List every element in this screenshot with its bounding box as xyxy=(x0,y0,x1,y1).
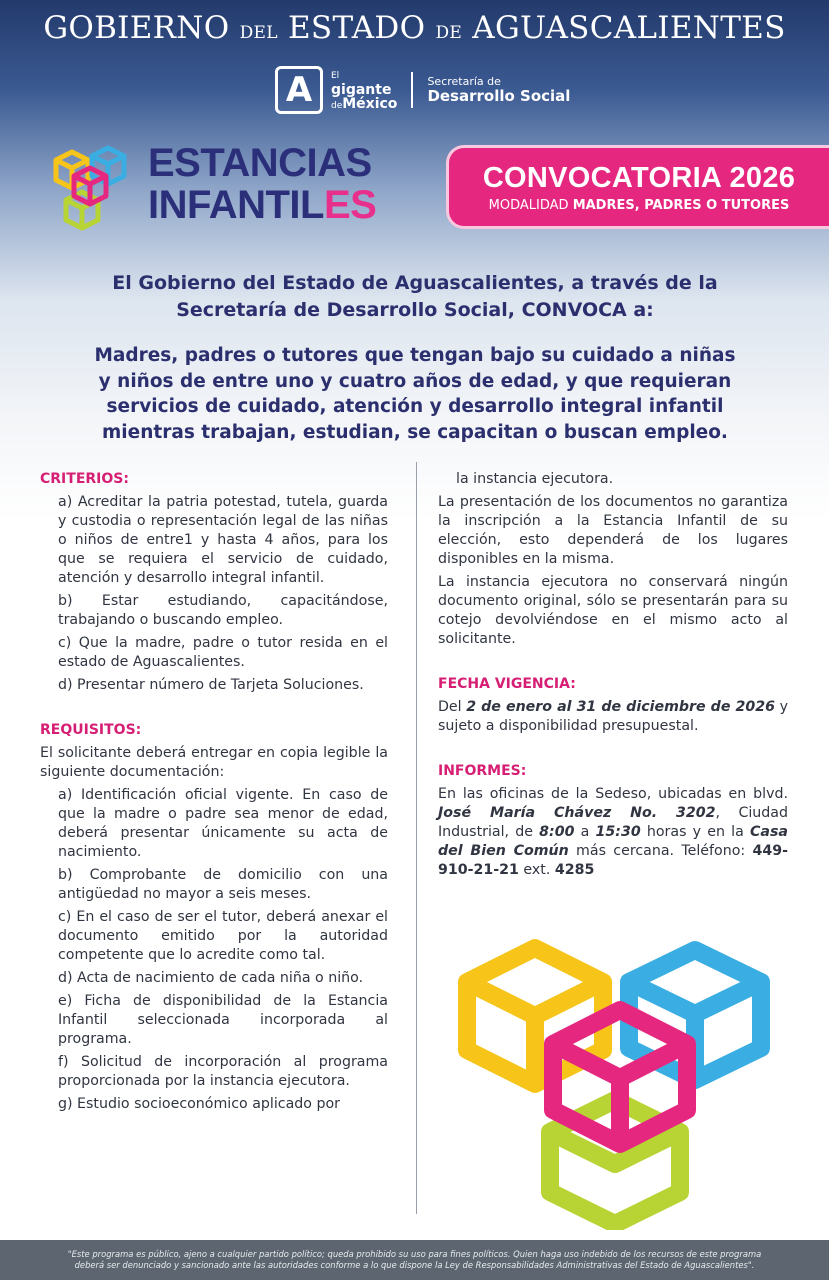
convocatoria-banner xyxy=(446,145,829,229)
requisito-item: e) Ficha de disponibilidad de la Estancia Infantil seleccionada incorporada al programa. xyxy=(58,993,388,1047)
criterio-item: b) Estar estudiando, capacitándose, trabajando o buscando empleo. xyxy=(58,593,388,628)
brand-wordmark: ESTANCIAS INFANTILES xyxy=(148,141,377,227)
requisitos-intro: El solicitante deberá entregar en copia legible la siguiente documentación: xyxy=(40,745,388,780)
legal-footer: "Este programa es público, ajeno a cualquier partido político; queda prohibido su uso para fines políticos. Quien haga uso indebido de los recursos de este programa deberá ser denunciado y sancionado ante las autoridades conforme a lo que dispone la Ley de Responsabilidades Administrativas del Estado de Aguascalientes". xyxy=(0,1240,829,1280)
criterio-item: a) Acreditar la patria potestad, tutela, guarda y custodia o representación legal de las niñas o niños de entre1 y hasta 4 años, para los que se requiera el servicio de cuidado, atención y desarrollo integral infantil. xyxy=(58,494,388,586)
intro-statement: El Gobierno del Estado de Aguascalientes, a través de la Secretaría de Desarrollo Social, CONVOCA a: xyxy=(112,272,718,321)
modalidad-line: MODALIDAD MADRES, PADRES O TUTORES xyxy=(488,198,790,213)
aguascalientes-logo-icon: A xyxy=(275,66,323,114)
informes-heading: INFORMES: xyxy=(438,763,527,779)
sedeso-logo: Secretaría de Desarrollo Social xyxy=(427,75,571,105)
documents-note: La presentación de los documentos no garantiza la inscripción a la Estancia Infantil de su elección, esto dependerá de los lugares disponibles en la misma. xyxy=(438,494,788,567)
vigencia-text: Del 2 de enero al 31 de diciembre de 2026 y sujeto a disponibilidad presupuestal. xyxy=(438,699,789,734)
requisitos-heading: REQUISITOS: xyxy=(40,722,142,738)
estancias-brand xyxy=(52,142,412,242)
title-word: ESTADO xyxy=(288,10,426,46)
right-column xyxy=(438,470,788,884)
requisito-item: f) Solicitud de incorporación al programa proporcionada por la instancia ejecutora. xyxy=(58,1054,388,1089)
convocatoria-title: CONVOCATORIA 2026 xyxy=(482,162,796,194)
title-word: DE xyxy=(435,23,463,43)
requisito-continuation: la instancia ejecutora. xyxy=(456,471,614,487)
cubes-logo-icon xyxy=(52,142,144,234)
informes-text: En las oficinas de la Sedeso, ubicadas en blvd. José María Chávez No. 3202, Ciudad Industrial, de 8:00 a 15:30 horas y en la Casa del Bien Común más cercana. Teléfono: 449-910-21-21 ext. 4285 xyxy=(438,786,789,878)
left-column xyxy=(40,470,388,1118)
institution-logos xyxy=(275,66,570,114)
decorative-cubes-icon xyxy=(455,930,795,1230)
column-divider xyxy=(416,462,417,1214)
target-audience: Madres, padres o tutores que tengan bajo su cuidado a niñas y niños de entre uno y cuatro años de edad, y que requieran servicios de cuidado, atención y desarrollo integral infantil mientras trabajan, estudian, se capacitan o buscan empleo. xyxy=(94,345,736,443)
requisito-item: d) Acta de nacimiento de cada niña o niño. xyxy=(58,970,364,986)
logo-divider xyxy=(411,72,413,108)
vigencia-heading: FECHA VIGENCIA: xyxy=(438,676,576,692)
requisito-item: b) Comprobante de domicilio con una antigüedad no mayor a seis meses. xyxy=(58,867,388,902)
title-word: DEL xyxy=(239,23,278,43)
requisito-item: a) Identificación oficial vigente. En caso de que la madre o padre sea menor de edad, deberá presentar únicamente su acta de nacimiento. xyxy=(58,787,388,860)
requisito-item: g) Estudio socioeconómico aplicado por xyxy=(58,1096,341,1112)
originals-note: La instancia ejecutora no conservará ningún documento original, sólo se presentarán para su cotejo devolviéndose en el mismo acto al solicitante. xyxy=(438,574,788,647)
title-word: AGUASCALIENTES xyxy=(472,10,786,46)
criterio-item: d) Presentar número de Tarjeta Soluciones. xyxy=(58,677,364,693)
criterio-item: c) Que la madre, padre o tutor resida en el estado de Aguascalientes. xyxy=(58,635,388,670)
criterios-heading: CRITERIOS: xyxy=(40,471,129,487)
title-word: GOBIERNO xyxy=(43,10,230,46)
government-title xyxy=(0,10,829,46)
gigante-slogan: El gigante deMéxico xyxy=(331,71,398,112)
requisito-item: c) En el caso de ser el tutor, deberá anexar el documento emitido por la autoridad competente que lo acredite como tal. xyxy=(58,909,388,963)
